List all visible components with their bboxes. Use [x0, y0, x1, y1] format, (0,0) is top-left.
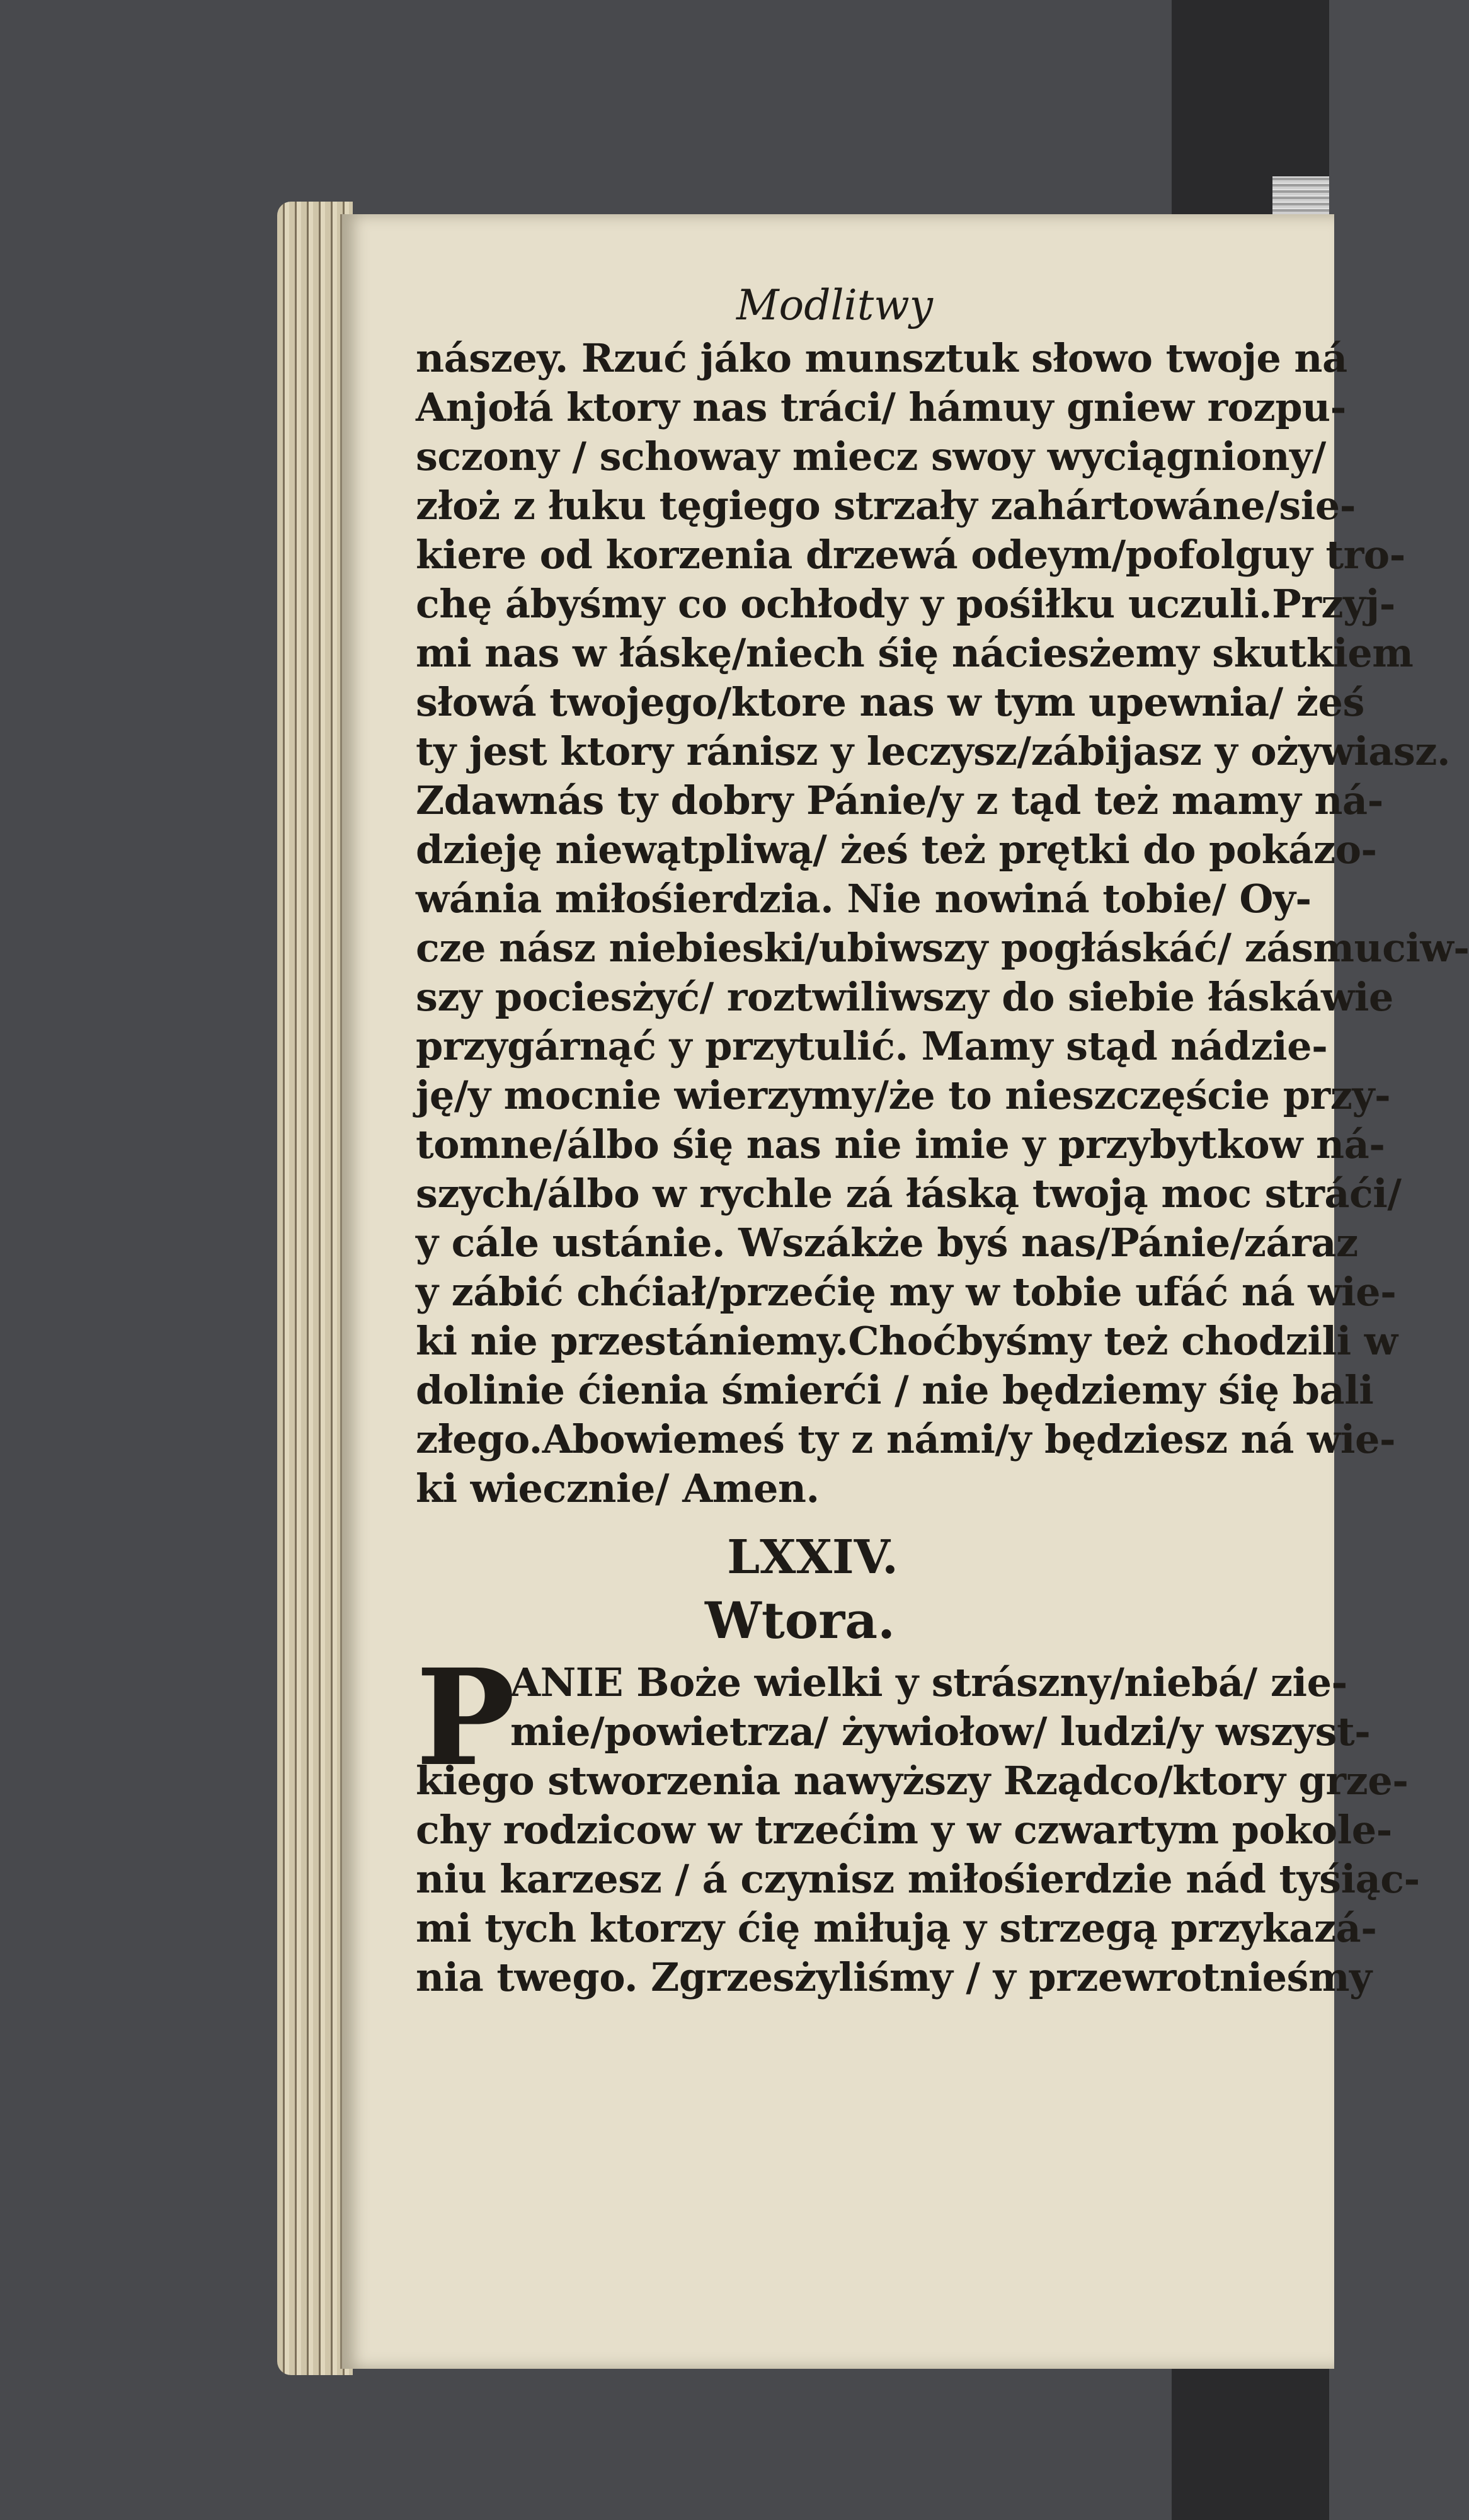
prayer-number: LXXIV.: [727, 1530, 898, 1584]
text-line: Anjołá ktory nas tráci/ hámuy gniew rozpu-: [416, 384, 1346, 430]
text-line: kiego stworzenia nawyższy Rządco/ktory grze-: [416, 1758, 1409, 1804]
prayer-title: Wtora.: [705, 1591, 895, 1650]
text-line: mi nas w łáskę/niech śię náciesżemy skutkiem: [416, 630, 1414, 676]
text-line: przygárnąć y przytulić. Mamy stąd nádzie-: [416, 1023, 1328, 1069]
text-line: tomne/álbo śię nas nie imie y przybytkow ná-: [416, 1121, 1385, 1167]
text-line: y zábić chćiał/przećię my w tobie ufáć ná wie-: [416, 1269, 1397, 1315]
prayer-continuation: [416, 334, 1469, 1513]
text-line: ki nie przestániemy.Choćbyśmy też chodzili w: [416, 1318, 1398, 1364]
text-line: y cále ustánie. Wszákże byś nas/Pánie/záraz: [416, 1220, 1358, 1266]
text-line: słowá twojego/ktore nas w tym upewnia/ żeś: [416, 679, 1364, 725]
text-line: mie/powietrza/ żywiołow/ ludzi/y wszyst-: [510, 1709, 1371, 1755]
text-line: dolinie ćienia śmierći / nie będziemy śię bali: [416, 1367, 1374, 1413]
text-line: wánia miłośierdzia. Nie nowiná tobie/ Oy-: [416, 876, 1312, 922]
text-line: ję/y mocnie wierzymy/że to nieszczęście przy-: [416, 1072, 1391, 1118]
second-prayer: [416, 1640, 1420, 2002]
text-line: dzieję niewątpliwą/ żeś też prętki do pokázo-: [416, 827, 1377, 873]
text-line: ki wiecznie/ Amen.: [416, 1465, 820, 1511]
text-line: niu karzesz / á czynisz miłośierdzie nád tyśiąc-: [416, 1856, 1420, 1902]
text-line: szych/álbo w rychle zá łáską twoją moc stráći/: [416, 1171, 1402, 1217]
text-line: chy rodzicow w trzećim y w czwartym pokole-: [416, 1807, 1392, 1853]
text-line: sczony / schoway miecz swoy wyciągniony/: [416, 433, 1326, 479]
text-line: cze nász niebieski/ubiwszy pogłáskáć/ zásmuciw-: [416, 925, 1469, 971]
text-line: nászey. Rzuć jáko munsztuk słowo twoje ná: [416, 335, 1347, 381]
text-line: nia twego. Zgrzesżyliśmy / y przewrotnieśmy: [416, 1954, 1372, 2000]
text-line: mi tych ktorzy ćię miłują y strzegą przykazá-: [416, 1905, 1377, 1951]
text-line: ANIE Boże wielki y strászny/niebá/ zie-: [510, 1659, 1347, 1705]
text-line: ty jest ktory ránisz y leczysz/zábijasz y ożywiasz.: [416, 728, 1451, 774]
text-line: szy pociesżyć/ roztwiliwszy do siebie łáskáwie: [416, 974, 1393, 1020]
drop-cap-initial: P: [416, 1640, 515, 1796]
page-text: [416, 277, 1469, 2002]
text-line: kiere od korzenia drzewá odeym/pofolguy tro-: [416, 532, 1405, 578]
text-line: złego.Abowiemeś ty z námi/y będziesz ná wie-: [416, 1416, 1396, 1462]
text-line: Zdawnás ty dobry Pánie/y z tąd też mamy ná-: [416, 777, 1383, 823]
text-line: chę ábyśmy co ochłody y pośiłku uczuli.Przyj-: [416, 581, 1395, 627]
running-head: Modlitwy: [736, 281, 934, 329]
text-line: złoż z łuku tęgiego strzały zahártowáne/sie-: [416, 483, 1356, 529]
